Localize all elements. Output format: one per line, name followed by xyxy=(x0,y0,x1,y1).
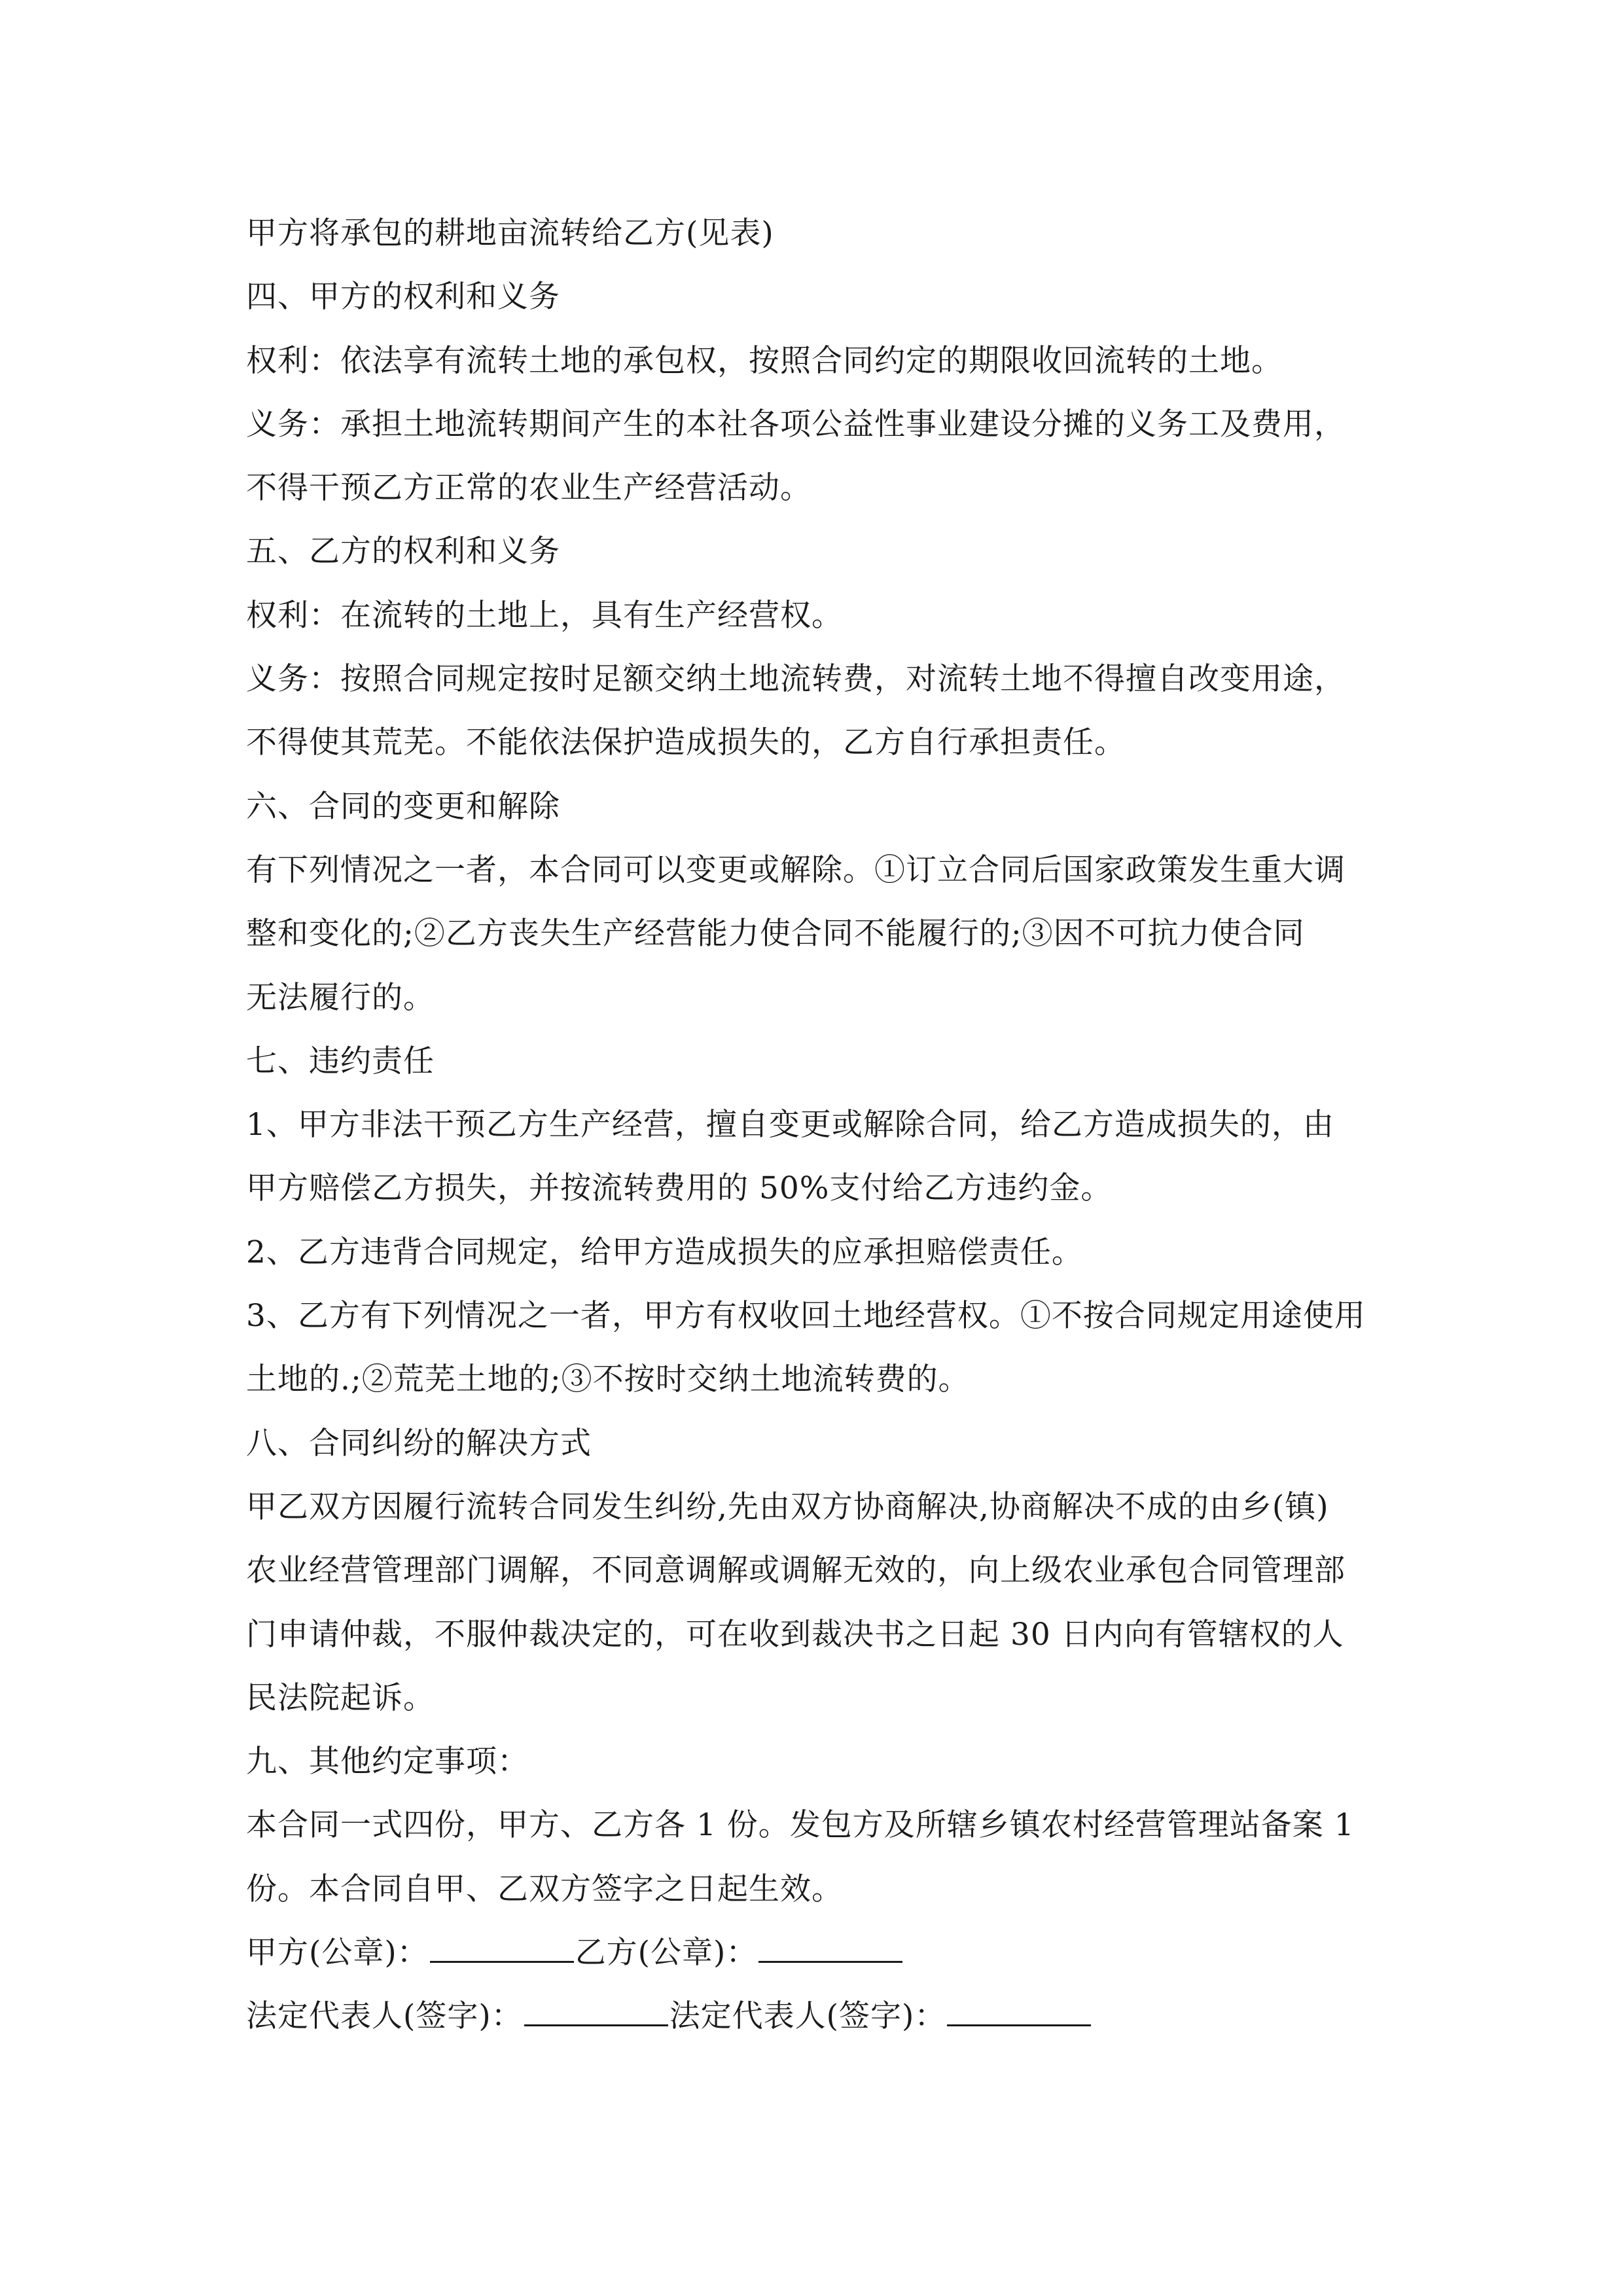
paragraph-line: 1、甲方非法干预乙方生产经营，擅自变更或解除合同，给乙方造成损失的，由 xyxy=(246,1107,1334,1143)
paragraph-line: 农业经营管理部门调解，不同意调解或调解无效的，向上级农业承包合同管理部 xyxy=(246,1552,1346,1589)
paragraph-line: 甲乙双方因履行流转合同发生纠纷,先由双方协商解决,协商解决不成的由乡(镇) xyxy=(246,1488,1329,1525)
seal-signature-line xyxy=(246,1921,1398,1984)
paragraph-line: 本合同一式四份，甲方、乙方各 1 份。发包方及所辖乡镇农村经营管理站备案 1 xyxy=(246,1807,1355,1844)
party-a-seal-label: 甲方(公章)： xyxy=(246,1935,429,1971)
paragraph-line: 有下列情况之一者，本合同可以变更或解除。①订立合同后国家政策发生重大调 xyxy=(246,852,1346,888)
paragraph-line: 份。本合同自甲、乙双方签字之日起生效。 xyxy=(246,1871,843,1907)
paragraph-line: 整和变化的;②乙方丧失生产经营能力使合同不能履行的;③因不可抗力使合同 xyxy=(246,916,1305,952)
party-b-rep-blank[interactable] xyxy=(947,1986,1091,2026)
party-a-seal-blank[interactable] xyxy=(430,1923,574,1963)
paragraph-line: 义务：承担土地流转期间产生的本社各项公益性事业建设分摊的义务工及费用， xyxy=(246,406,1346,442)
section-heading: 四、甲方的权利和义务 xyxy=(246,279,560,315)
section-heading: 五、乙方的权利和义务 xyxy=(246,533,560,570)
paragraph-line: 权利：在流转的土地上，具有生产经营权。 xyxy=(246,597,843,634)
paragraph-line: 2、乙方违背合同规定，给甲方造成损失的应承担赔偿责任。 xyxy=(246,1234,1083,1270)
paragraph-line: 甲方赔偿乙方损失，并按流转费用的 50%支付给乙方违约金。 xyxy=(246,1170,1113,1207)
section-heading: 六、合同的变更和解除 xyxy=(246,788,560,825)
paragraph-line: 义务：按照合同规定按时足额交纳土地流转费，对流转土地不得擅自改变用途， xyxy=(246,661,1346,698)
party-b-seal-label: 乙方(公章)： xyxy=(575,1935,758,1971)
paragraph-line: 门申请仲裁，不服仲裁决定的，可在收到裁决书之日起 30 日内向有管辖权的人 xyxy=(246,1616,1344,1653)
paragraph-line: 无法履行的。 xyxy=(246,979,435,1016)
paragraph-line: 权利：依法享有流转土地的承包权，按照合同约定的期限收回流转的土地。 xyxy=(246,342,1283,379)
paragraph-line: 土地的.;②荒芜土地的;③不按时交纳土地流转费的。 xyxy=(246,1361,970,1398)
paragraph-line: 不得干预乙方正常的农业生产经营活动。 xyxy=(246,470,812,507)
representative-signature-line xyxy=(246,1984,1398,2048)
section-heading: 七、违约责任 xyxy=(246,1043,435,1079)
contract-body xyxy=(246,202,1398,2049)
paragraph-line: 不得使其荒芜。不能依法保护造成损失的，乙方自行承担责任。 xyxy=(246,725,1126,761)
paragraph-line: 3、乙方有下列情况之一者，甲方有权收回土地经营权。①不按合同规定用途使用 xyxy=(246,1298,1366,1335)
party-a-rep-blank[interactable] xyxy=(524,1986,668,2026)
paragraph-line: 甲方将承包的耕地亩流转给乙方(见表) xyxy=(246,215,774,251)
party-a-rep-label: 法定代表人(签字)： xyxy=(246,1998,523,2035)
section-heading: 九、其他约定事项： xyxy=(246,1744,529,1780)
section-heading: 八、合同纠纷的解决方式 xyxy=(246,1425,592,1462)
paragraph-line: 民法院起诉。 xyxy=(246,1679,435,1716)
party-b-rep-label: 法定代表人(签字)： xyxy=(669,1998,946,2035)
party-b-seal-blank[interactable] xyxy=(758,1923,902,1963)
